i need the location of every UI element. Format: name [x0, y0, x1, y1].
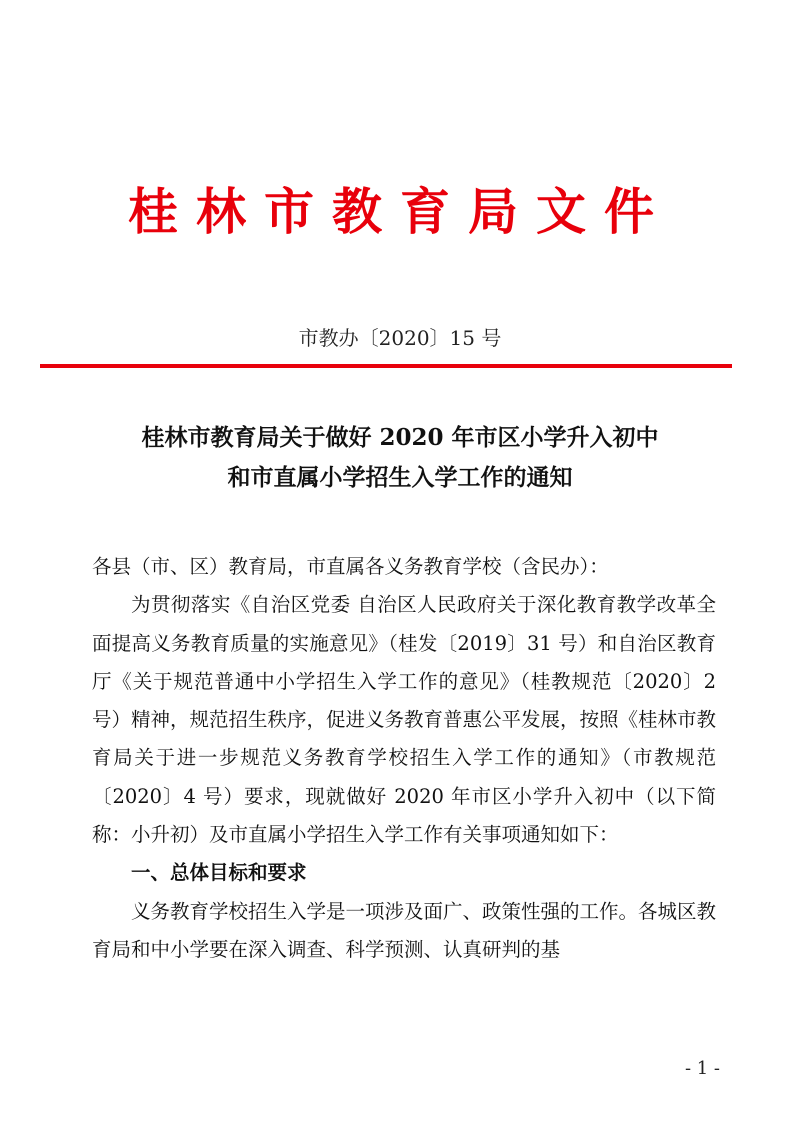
title-line-2: 和市直属小学招生入学工作的通知 [227, 464, 573, 491]
issuer-header: 桂林市教育局文件 [128, 182, 672, 241]
document-number: 市教办〔2020〕15 号 [298, 326, 502, 350]
salutation: 各县（市、区）教育局，市直属各义务教育学校（含民办）： [92, 555, 609, 578]
page-number: - 1 - [684, 1058, 720, 1079]
red-divider-line [40, 364, 732, 368]
document-body [92, 548, 716, 969]
paragraph-intro: 为贯彻落实《自治区党委 自治区人民政府关于深化教育教学改革全面提高义务教育质量的实施意见》（桂发〔2019〕31 号）和自治区教育厅《关于规范普通中小学招生入学工作的意见》（桂教规范〔2020〕2 号）精神，规范招生秩序，促进义务教育普惠公平发展，按照《桂林市教育局关于进一步规范义务教育学校招生入学工作的通知》（市教规范〔2020〕4 号）要求，现就做好 2020 年市区小学升入初中（以下简称：小升初）及市直属小学招生入学工作有关事项通知如下： [92, 593, 717, 847]
title-line-1: 桂林市教育局关于做好 2020 年市区小学升入初中 [141, 424, 659, 451]
document-title [0, 418, 800, 498]
section-heading-1: 一、总体目标和要求 [131, 861, 307, 885]
paragraph-section-1: 义务教育学校招生入学是一项涉及面广、政策性强的工作。各城区教育局和中小学要在深入调查、科学预测、认真研判的基 [92, 899, 717, 961]
